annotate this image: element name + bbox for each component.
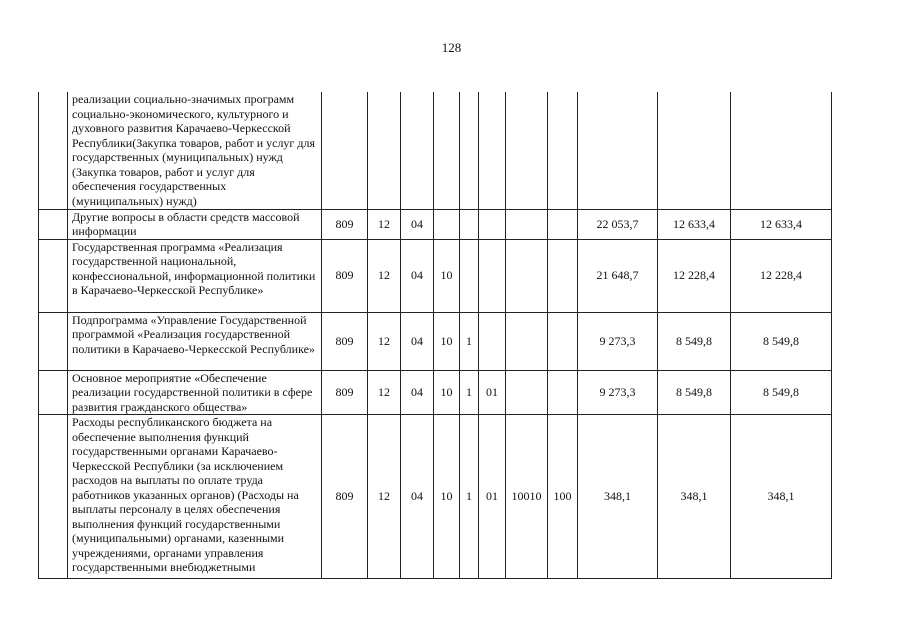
section-code-cell: 12 bbox=[368, 370, 401, 415]
row-number-cell bbox=[39, 209, 68, 239]
section-code-cell: 12 bbox=[368, 209, 401, 239]
subprogram-code-cell: 1 bbox=[460, 415, 479, 579]
expense-type-cell bbox=[548, 370, 578, 415]
section-code-cell bbox=[368, 92, 401, 209]
amount-1-cell: 9 273,3 bbox=[578, 312, 658, 370]
table-row bbox=[39, 312, 832, 370]
row-number-cell bbox=[39, 312, 68, 370]
subprogram-code-cell: 1 bbox=[460, 312, 479, 370]
item-name-cell: Основное мероприятие «Обеспечение реализации государственной политики в сфере развития гражданского общества» bbox=[68, 370, 322, 415]
direction-code-cell bbox=[506, 92, 548, 209]
amount-3-cell: 8 549,8 bbox=[731, 312, 832, 370]
amount-1-cell: 348,1 bbox=[578, 415, 658, 579]
expense-type-cell bbox=[548, 312, 578, 370]
event-code-cell bbox=[479, 209, 506, 239]
expense-type-cell bbox=[548, 92, 578, 209]
subsection-code-cell bbox=[401, 92, 434, 209]
program-code-cell: 10 bbox=[434, 312, 460, 370]
amount-3-cell: 8 549,8 bbox=[731, 370, 832, 415]
expense-type-cell bbox=[548, 209, 578, 239]
amount-2-cell: 12 633,4 bbox=[658, 209, 731, 239]
table-row bbox=[39, 415, 832, 579]
section-code-cell: 12 bbox=[368, 312, 401, 370]
amount-2-cell bbox=[658, 92, 731, 209]
table-row bbox=[39, 92, 832, 209]
direction-code-cell: 10010 bbox=[506, 415, 548, 579]
row-number-cell bbox=[39, 239, 68, 312]
direction-code-cell bbox=[506, 209, 548, 239]
direction-code-cell bbox=[506, 370, 548, 415]
amount-3-cell: 12 228,4 bbox=[731, 239, 832, 312]
program-code-cell bbox=[434, 209, 460, 239]
amount-2-cell: 12 228,4 bbox=[658, 239, 731, 312]
program-code-cell: 10 bbox=[434, 415, 460, 579]
subsection-code-cell: 04 bbox=[401, 209, 434, 239]
item-name-cell: Расходы республиканского бюджета на обеспечение выполнения функций государственными органами Карачаево-Черкесской Республики (за исключением расходов на выплаты по оплате труда работников указанных органов) (Расходы на выплаты персоналу в целях обеспечения выполнения функций государственными (муниципальными) органами, казенными учреждениями, органами управления государственными внебюджетными bbox=[68, 415, 322, 579]
amount-2-cell: 8 549,8 bbox=[658, 312, 731, 370]
page-number: 128 bbox=[441, 40, 462, 55]
subsection-code-cell: 04 bbox=[401, 415, 434, 579]
amount-3-cell: 12 633,4 bbox=[731, 209, 832, 239]
section-code-cell: 12 bbox=[368, 239, 401, 312]
ministry-code-cell: 809 bbox=[322, 415, 368, 579]
amount-1-cell: 9 273,3 bbox=[578, 370, 658, 415]
table-row bbox=[39, 239, 832, 312]
budget-table bbox=[38, 92, 832, 579]
item-name-cell: Другие вопросы в области средств массовой информации bbox=[68, 209, 322, 239]
subsection-code-cell: 04 bbox=[401, 312, 434, 370]
amount-1-cell: 21 648,7 bbox=[578, 239, 658, 312]
expense-type-cell: 100 bbox=[548, 415, 578, 579]
event-code-cell bbox=[479, 92, 506, 209]
program-code-cell bbox=[434, 92, 460, 209]
amount-2-cell: 348,1 bbox=[658, 415, 731, 579]
item-name-cell: Государственная программа «Реализация государственной национальной, конфессиональной, информационной политики в Карачаево-Черкесской Республике» bbox=[68, 239, 322, 312]
subprogram-code-cell: 1 bbox=[460, 370, 479, 415]
program-code-cell: 10 bbox=[434, 370, 460, 415]
program-code-cell: 10 bbox=[434, 239, 460, 312]
expense-type-cell bbox=[548, 239, 578, 312]
subsection-code-cell: 04 bbox=[401, 370, 434, 415]
event-code-cell bbox=[479, 239, 506, 312]
amount-2-cell: 8 549,8 bbox=[658, 370, 731, 415]
ministry-code-cell: 809 bbox=[322, 370, 368, 415]
ministry-code-cell: 809 bbox=[322, 209, 368, 239]
direction-code-cell bbox=[506, 239, 548, 312]
subprogram-code-cell bbox=[460, 92, 479, 209]
amount-1-cell: 22 053,7 bbox=[578, 209, 658, 239]
subprogram-code-cell bbox=[460, 209, 479, 239]
subsection-code-cell: 04 bbox=[401, 239, 434, 312]
event-code-cell bbox=[479, 312, 506, 370]
row-number-cell bbox=[39, 92, 68, 209]
event-code-cell: 01 bbox=[479, 415, 506, 579]
table-row bbox=[39, 209, 832, 239]
subprogram-code-cell bbox=[460, 239, 479, 312]
amount-3-cell: 348,1 bbox=[731, 415, 832, 579]
row-number-cell bbox=[39, 370, 68, 415]
ministry-code-cell: 809 bbox=[322, 239, 368, 312]
amount-3-cell bbox=[731, 92, 832, 209]
row-number-cell bbox=[39, 415, 68, 579]
direction-code-cell bbox=[506, 312, 548, 370]
item-name-cell: реализации социально-значимых программ социально-экономического, культурного и духовного развития Карачаево-Черкесской Республики(Закупка товаров, работ и услуг для государственных (муниципальных) нужд (Закупка товаров, работ и услуг для обеспечения государственных (муниципальных) нужд) bbox=[68, 92, 322, 209]
section-code-cell: 12 bbox=[368, 415, 401, 579]
ministry-code-cell: 809 bbox=[322, 312, 368, 370]
ministry-code-cell bbox=[322, 92, 368, 209]
item-name-cell: Подпрограмма «Управление Государственной программой «Реализация государственной политики в Карачаево-Черкесской Республике» bbox=[68, 312, 322, 370]
event-code-cell: 01 bbox=[479, 370, 506, 415]
table-row bbox=[39, 370, 832, 415]
amount-1-cell bbox=[578, 92, 658, 209]
